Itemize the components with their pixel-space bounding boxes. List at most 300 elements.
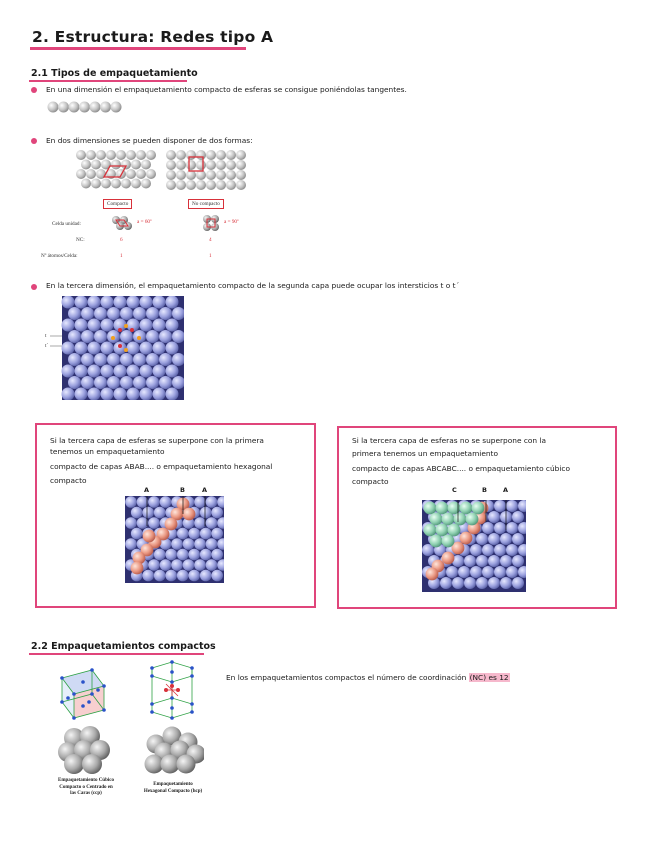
layer-label: C (452, 486, 457, 494)
second-layer-interstices-figure (50, 296, 184, 400)
sphere (88, 296, 101, 309)
sphere (494, 522, 506, 534)
sphere (140, 365, 153, 378)
sphere (488, 555, 500, 567)
sphere (482, 522, 494, 534)
sphere (166, 296, 179, 309)
sphere (125, 517, 137, 529)
layer-label: A (503, 486, 509, 494)
atom (190, 710, 194, 714)
sphere (166, 388, 179, 401)
sphere (506, 522, 518, 534)
sphere (200, 528, 212, 540)
section-underline-2-1 (29, 80, 187, 82)
sphere (500, 577, 512, 589)
coordination-highlight: (NC) es 12 (469, 673, 509, 682)
sphere (94, 376, 107, 389)
interstice-marker (137, 336, 141, 340)
atom (170, 684, 174, 688)
atom (170, 660, 174, 664)
ccp-text-line-3: compacto de capas ABCABC.... o empaquetamiento cúbico (352, 464, 571, 473)
sphere (206, 496, 218, 508)
layer-c-sphere (436, 502, 449, 515)
sphere (86, 150, 96, 160)
sphere (194, 517, 206, 529)
sphere (512, 511, 524, 523)
sphere (148, 517, 160, 529)
sphere (101, 179, 111, 189)
atom (190, 702, 194, 706)
sphere (141, 160, 151, 170)
sphere (154, 507, 166, 519)
sphere (470, 544, 482, 556)
layer-b-sphere (143, 530, 156, 543)
sphere (183, 538, 195, 550)
sphere (121, 160, 131, 170)
sphere (206, 559, 218, 571)
sphere (107, 307, 120, 320)
atom (66, 696, 70, 700)
sphere (206, 160, 216, 170)
atoms-noncompact: 1 (209, 253, 212, 259)
layer-c-sphere (436, 524, 449, 537)
atom (170, 670, 174, 674)
atom (90, 692, 94, 696)
sphere (476, 577, 488, 589)
sphere (166, 170, 176, 180)
ccp-text-line-1: Si la tercera capa de esferas no se superpone con la (352, 436, 547, 445)
sphere (96, 150, 106, 160)
sphere (226, 160, 236, 170)
sphere (166, 150, 176, 160)
bullet-text-1d: En una dimensión el empaquetamiento compacto de esferas se consigue poniéndolas tangentes. (46, 85, 407, 94)
layer-c-sphere (460, 502, 473, 515)
sphere (176, 180, 186, 190)
nc-noncompact: 4 (209, 237, 212, 243)
sphere (81, 330, 94, 343)
atom (170, 680, 174, 684)
sphere (146, 169, 156, 179)
cluster-sphere (64, 754, 84, 774)
sphere (141, 179, 151, 189)
atom (72, 716, 76, 720)
sphere (194, 538, 206, 550)
sphere (236, 150, 246, 160)
sphere (88, 388, 101, 401)
sphere (154, 570, 166, 582)
sphere (121, 179, 131, 189)
hcp-caption-line: Hexagonal Compacto (hcp) (143, 788, 203, 794)
sphere (142, 570, 154, 582)
coordination-text-main: En los empaquetamientos compactos el número de coordinación (226, 673, 467, 682)
sphere (76, 169, 86, 179)
title-underline (30, 47, 246, 50)
sphere (146, 330, 159, 343)
sphere (194, 559, 206, 571)
sphere (196, 180, 206, 190)
sphere (58, 102, 69, 113)
hcp-text-line-2: tenemos un empaquetamiento (50, 447, 165, 456)
sphere (500, 555, 512, 567)
ccp-text-line-2: primera tenemos un empaquetamiento (352, 449, 498, 458)
sphere (137, 517, 149, 529)
sphere (194, 496, 206, 508)
sphere (166, 160, 176, 170)
sphere (226, 170, 236, 180)
sphere (166, 319, 179, 332)
sphere (68, 376, 81, 389)
sphere (140, 319, 153, 332)
ccp-caption-line: las Caras (ccp) (70, 791, 102, 796)
unit-cell-noncompact-icon (201, 213, 221, 233)
sphere (236, 170, 246, 180)
interstice-marker (130, 328, 134, 332)
layer-label: A (202, 486, 208, 494)
sphere (206, 180, 216, 190)
sphere (153, 319, 166, 332)
interstice-t2-label: t´ (45, 343, 49, 349)
label-noncompact: No compacto (188, 199, 224, 209)
bullet-text-2d: En dos dimensiones se pueden disponer de dos formas: (46, 136, 253, 145)
sphere (211, 528, 223, 540)
ccp-unit-cell-figure (52, 658, 116, 724)
sphere (440, 577, 452, 589)
layer-b-sphere (165, 518, 178, 531)
sphere (75, 319, 88, 332)
atom (96, 688, 100, 692)
hcp-unit-cell-figure (138, 658, 204, 724)
sphere (127, 342, 140, 355)
sphere (482, 544, 494, 556)
section-heading-2-2: 2.2 Empaquetamientos compactos (31, 641, 216, 652)
sphere (68, 307, 81, 320)
sphere (101, 342, 114, 355)
atom (102, 708, 106, 712)
hcp-abab-figure (125, 496, 224, 583)
sphere (111, 160, 121, 170)
angle-noncompact: a = 90º (224, 219, 239, 225)
sphere (76, 150, 86, 160)
sphere (200, 549, 212, 561)
atom (72, 692, 76, 696)
sphere (62, 319, 75, 332)
sphere (86, 169, 96, 179)
sphere (176, 170, 186, 180)
sphere (512, 555, 524, 567)
sphere (488, 533, 500, 545)
sphere (81, 376, 94, 389)
sphere (166, 365, 179, 378)
label-compact: Compacto (103, 199, 132, 209)
sphere (506, 566, 518, 578)
sphere (125, 538, 137, 550)
hcp-text-line-4: compacto (50, 476, 87, 485)
layer-c-sphere (466, 513, 479, 526)
sphere (211, 507, 223, 519)
sphere (482, 566, 494, 578)
ccp-caption-line: Compacto o Centrado en (59, 784, 113, 790)
sphere (81, 353, 94, 366)
sphere (464, 577, 476, 589)
sphere (206, 170, 216, 180)
layer-c-sphere (442, 513, 455, 526)
atom (150, 702, 154, 706)
sphere (200, 570, 212, 582)
sphere (62, 296, 75, 309)
sphere (75, 365, 88, 378)
bullet-marker (31, 87, 37, 93)
layer-b-sphere (460, 532, 473, 545)
atom (190, 666, 194, 670)
atom (60, 700, 64, 704)
sphere (165, 549, 177, 561)
sphere (148, 496, 160, 508)
sphere (494, 566, 506, 578)
sphere (186, 180, 196, 190)
nc-compact: 6 (120, 237, 123, 243)
sphere (216, 180, 226, 190)
sphere (120, 376, 133, 389)
sphere (458, 566, 470, 578)
sphere (488, 511, 500, 523)
sphere (131, 160, 141, 170)
sphere (176, 150, 186, 160)
sphere (69, 102, 80, 113)
sphere (75, 388, 88, 401)
sphere (166, 342, 179, 355)
sphere (146, 150, 156, 160)
sphere (88, 319, 101, 332)
row-label-atoms-per-cell: Nº átomos/Celda: (41, 253, 78, 259)
sphere (452, 577, 464, 589)
sphere (206, 150, 216, 160)
noncompact-2d-layer-figure (166, 150, 248, 192)
atom (164, 688, 168, 692)
angle-compact: a = 60º (137, 219, 152, 225)
sphere (176, 160, 186, 170)
sphere (100, 102, 111, 113)
layer-b-sphere (426, 568, 439, 581)
interstice-marker (124, 348, 128, 352)
sphere (126, 150, 136, 160)
sphere (94, 353, 107, 366)
sphere (101, 319, 114, 332)
interstice-marker (124, 324, 128, 328)
atom (150, 674, 154, 678)
sphere (131, 179, 141, 189)
sphere (68, 330, 81, 343)
atom (170, 716, 174, 720)
sphere (131, 528, 143, 540)
layer-b-sphere (131, 562, 144, 575)
sphere (148, 559, 160, 571)
sphere (160, 559, 172, 571)
sphere (75, 342, 88, 355)
interstice-marker (118, 344, 122, 348)
sphere (88, 365, 101, 378)
sphere (146, 353, 159, 366)
layer-c-sphere (448, 524, 461, 537)
sphere (133, 307, 146, 320)
sphere (125, 496, 137, 508)
sphere (120, 330, 133, 343)
sphere (62, 342, 75, 355)
sphere (111, 179, 121, 189)
bullet-marker (31, 284, 37, 290)
ccp-abcabc-figure (422, 500, 526, 592)
sphere (101, 388, 114, 401)
sphere (171, 538, 183, 550)
sphere (188, 528, 200, 540)
hcp-caption-line: Empaquetamiento (153, 782, 193, 787)
page-title: 2. Estructura: Redes tipo A (32, 28, 274, 46)
sphere (216, 170, 226, 180)
sphere (236, 180, 246, 190)
interstice-marker (118, 328, 122, 332)
sphere (127, 388, 140, 401)
interstice-marker (111, 336, 115, 340)
section-heading-2-1: 2.1 Tipos de empaquetamiento (31, 68, 198, 79)
sphere (166, 180, 176, 190)
atom (170, 706, 174, 710)
sphere (177, 528, 189, 540)
hcp-text-line-3: compacto de capas ABAB.... o empaquetamiento hexagonal (50, 462, 273, 471)
section-underline-2-2 (29, 653, 204, 655)
atom (87, 700, 91, 704)
sphere (137, 496, 149, 508)
sphere (107, 376, 120, 389)
bullet-marker (31, 138, 37, 144)
sphere (106, 150, 116, 160)
sphere (159, 376, 172, 389)
sphere (186, 150, 196, 160)
layer-c-sphere (472, 502, 485, 515)
sphere (91, 160, 101, 170)
sphere (107, 353, 120, 366)
sphere (153, 388, 166, 401)
sphere (116, 150, 126, 160)
cluster-sphere (177, 755, 196, 774)
sphere (90, 102, 101, 113)
sphere (159, 353, 172, 366)
sphere (446, 566, 458, 578)
sphere (62, 388, 75, 401)
coordination-number-text (226, 672, 510, 683)
sphere (120, 353, 133, 366)
sphere (111, 102, 122, 113)
sphere (120, 307, 133, 320)
sphere (127, 296, 140, 309)
layer-label: B (180, 486, 185, 494)
layer-b-sphere (442, 552, 455, 565)
sphere (91, 179, 101, 189)
compact-2d-layer-figure (76, 150, 158, 192)
sphere (136, 169, 146, 179)
sphere (88, 342, 101, 355)
sphere (494, 500, 506, 512)
sphere (159, 307, 172, 320)
sphere (236, 160, 246, 170)
sphere (506, 500, 518, 512)
sphere (494, 544, 506, 556)
sphere (48, 102, 59, 113)
sphere (114, 365, 127, 378)
sphere (171, 559, 183, 571)
sphere (206, 517, 218, 529)
layer-c-sphere (424, 524, 437, 537)
atom (102, 684, 106, 688)
atom (60, 676, 64, 680)
sphere (146, 376, 159, 389)
atom (150, 710, 154, 714)
sphere (506, 544, 518, 556)
sphere (126, 169, 136, 179)
atom (190, 674, 194, 678)
sphere (127, 365, 140, 378)
sphere (142, 507, 154, 519)
sphere (140, 388, 153, 401)
atom (150, 666, 154, 670)
layer-label: B (482, 486, 487, 494)
sphere (216, 160, 226, 170)
sphere (216, 150, 226, 160)
sphere (177, 549, 189, 561)
sphere (146, 307, 159, 320)
layer-c-sphere (448, 502, 461, 515)
sphere (81, 307, 94, 320)
sphere (153, 342, 166, 355)
ccp-text-line-4: compacto (352, 477, 389, 486)
sphere (81, 160, 91, 170)
sphere (188, 570, 200, 582)
sphere (153, 296, 166, 309)
atom (81, 704, 85, 708)
atom (170, 696, 174, 700)
row-label-unit-cell: Celda unidad: (52, 221, 81, 227)
sphere (62, 365, 75, 378)
layer-c-sphere (454, 513, 467, 526)
layer-b-sphere (183, 508, 196, 521)
sphere (470, 566, 482, 578)
interstice-t-label: t (45, 333, 47, 339)
sphere (81, 179, 91, 189)
sphere (68, 353, 81, 366)
sphere (101, 296, 114, 309)
sphere (165, 570, 177, 582)
sphere (186, 160, 196, 170)
sphere (140, 296, 153, 309)
bullet-text-3d: En la tercera dimensión, el empaquetamiento compacto de la segunda capa puede ocupar los intersticios t o t´ (46, 281, 460, 290)
sphere (133, 353, 146, 366)
sphere (94, 307, 107, 320)
sphere (226, 180, 236, 190)
sphere (226, 150, 236, 160)
sphere (140, 342, 153, 355)
sphere (114, 296, 127, 309)
sphere (160, 496, 172, 508)
sphere (196, 150, 206, 160)
sphere (131, 507, 143, 519)
unit-cell-compact-icon (108, 214, 134, 232)
sphere (512, 577, 524, 589)
sphere (512, 533, 524, 545)
sphere (79, 102, 90, 113)
ccp-sphere-cluster-figure (56, 724, 112, 776)
sphere (206, 538, 218, 550)
sphere (75, 296, 88, 309)
sphere (211, 570, 223, 582)
atom (176, 688, 180, 692)
